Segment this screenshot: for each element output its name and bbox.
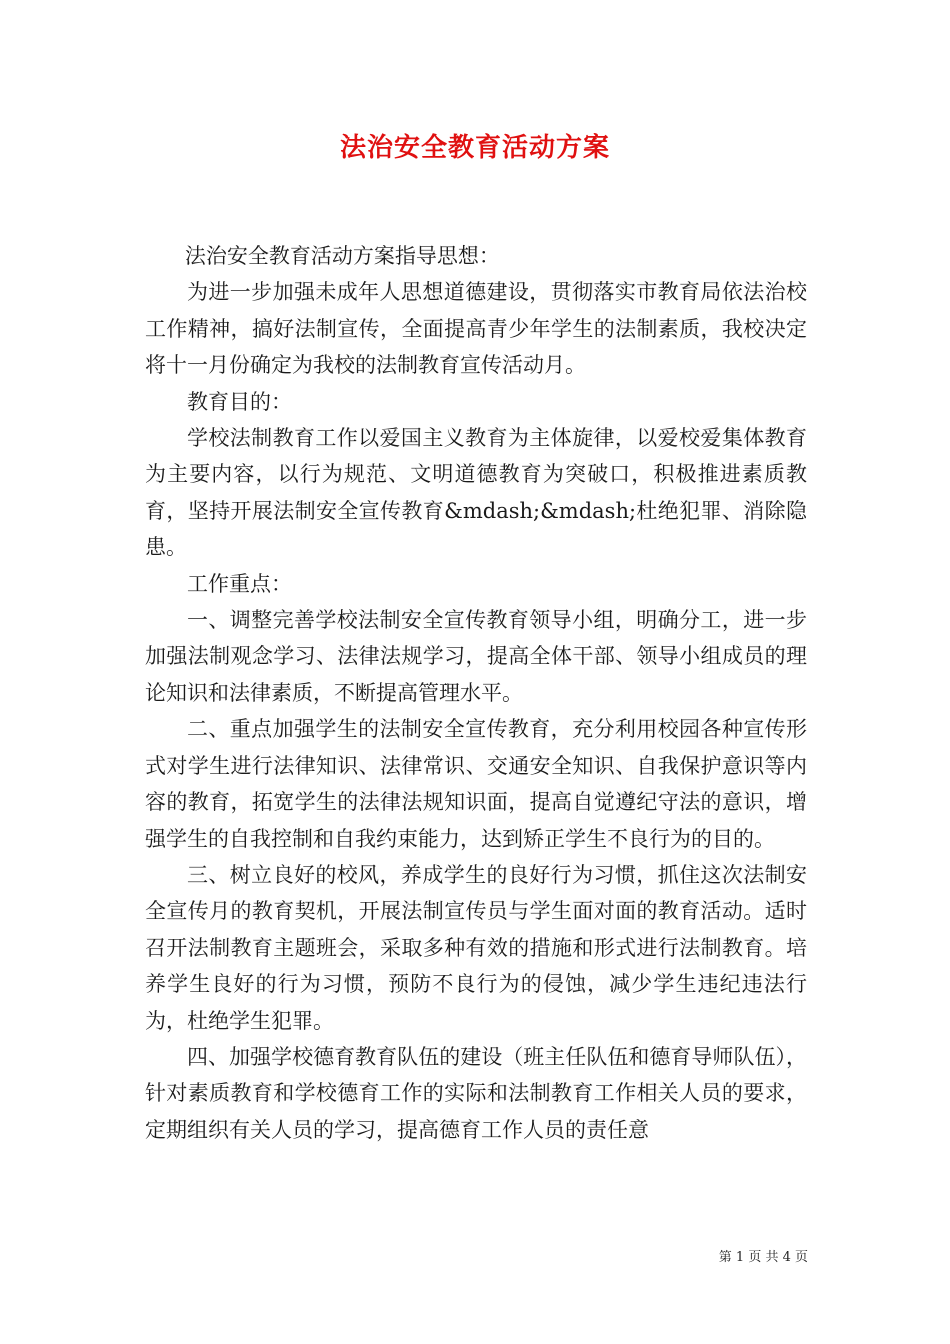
paragraph-education-goal: 学校法制教育工作以爱国主义教育为主体旋律，以爱校爱集体教育为主要内容，以行为规范、文明道德教育为突破口，积极推进素质教育，坚持开展法制安全宣传教育&mdash;&mdash;杜绝犯罪、消除隐患。 bbox=[145, 426, 807, 560]
section-heading-education-goal: 教育目的： bbox=[187, 389, 292, 414]
paragraph-focus-4: 四、加强学校德育教育队伍的建设（班主任队伍和德育导师队伍），针对素质教育和学校德育工作的实际和法制教育工作相关人员的要求，定期组织有关人员的学习，提高德育工作人员的责任意 bbox=[145, 1044, 807, 1142]
section-heading-work-focus: 工作重点： bbox=[187, 571, 292, 596]
paragraph-focus-3: 三、树立良好的校风，养成学生的良好行为习惯，抓住这次法制安全宣传月的教育契机，开展法制宣传员与学生面对面的教育活动。适时召开法制教育主题班会，采取多种有效的措施和形式进行法制教育。培养学生良好的行为习惯，预防不良行为的侵蚀，减少学生违纪违法行为，杜绝学生犯罪。 bbox=[145, 862, 807, 1033]
section-heading-guiding-ideology: 法治安全教育活动方案指导思想： bbox=[184, 244, 500, 268]
page-number: 第 1 页 共 4 页 bbox=[718, 1250, 808, 1265]
document-title: 法治安全教育活动方案 bbox=[339, 133, 610, 163]
document-body bbox=[145, 238, 807, 1148]
paragraph-focus-2: 二、重点加强学生的法制安全宣传教育，充分利用校园各种宣传形式对学生进行法律知识、法律常识、交通安全知识、自我保护意识等内容的教育，拓宽学生的法律法规知识面，提高自觉遵纪守法的意识，增强学生的自我控制和自我约束能力，达到矫正学生不良行为的目的。 bbox=[145, 717, 807, 851]
paragraph-focus-1: 一、调整完善学校法制安全宣传教育领导小组，明确分工，进一步加强法制观念学习、法律法规学习，提高全体干部、领导小组成员的理论知识和法律素质，不断提高管理水平。 bbox=[145, 608, 807, 705]
paragraph-guiding-ideology: 为进一步加强未成年人思想道德建设，贯彻落实市教育局依法治校工作精神，搞好法制宣传，全面提高青少年学生的法制素质，我校决定将十一月份确定为我校的法制教育宣传活动月。 bbox=[145, 280, 807, 378]
